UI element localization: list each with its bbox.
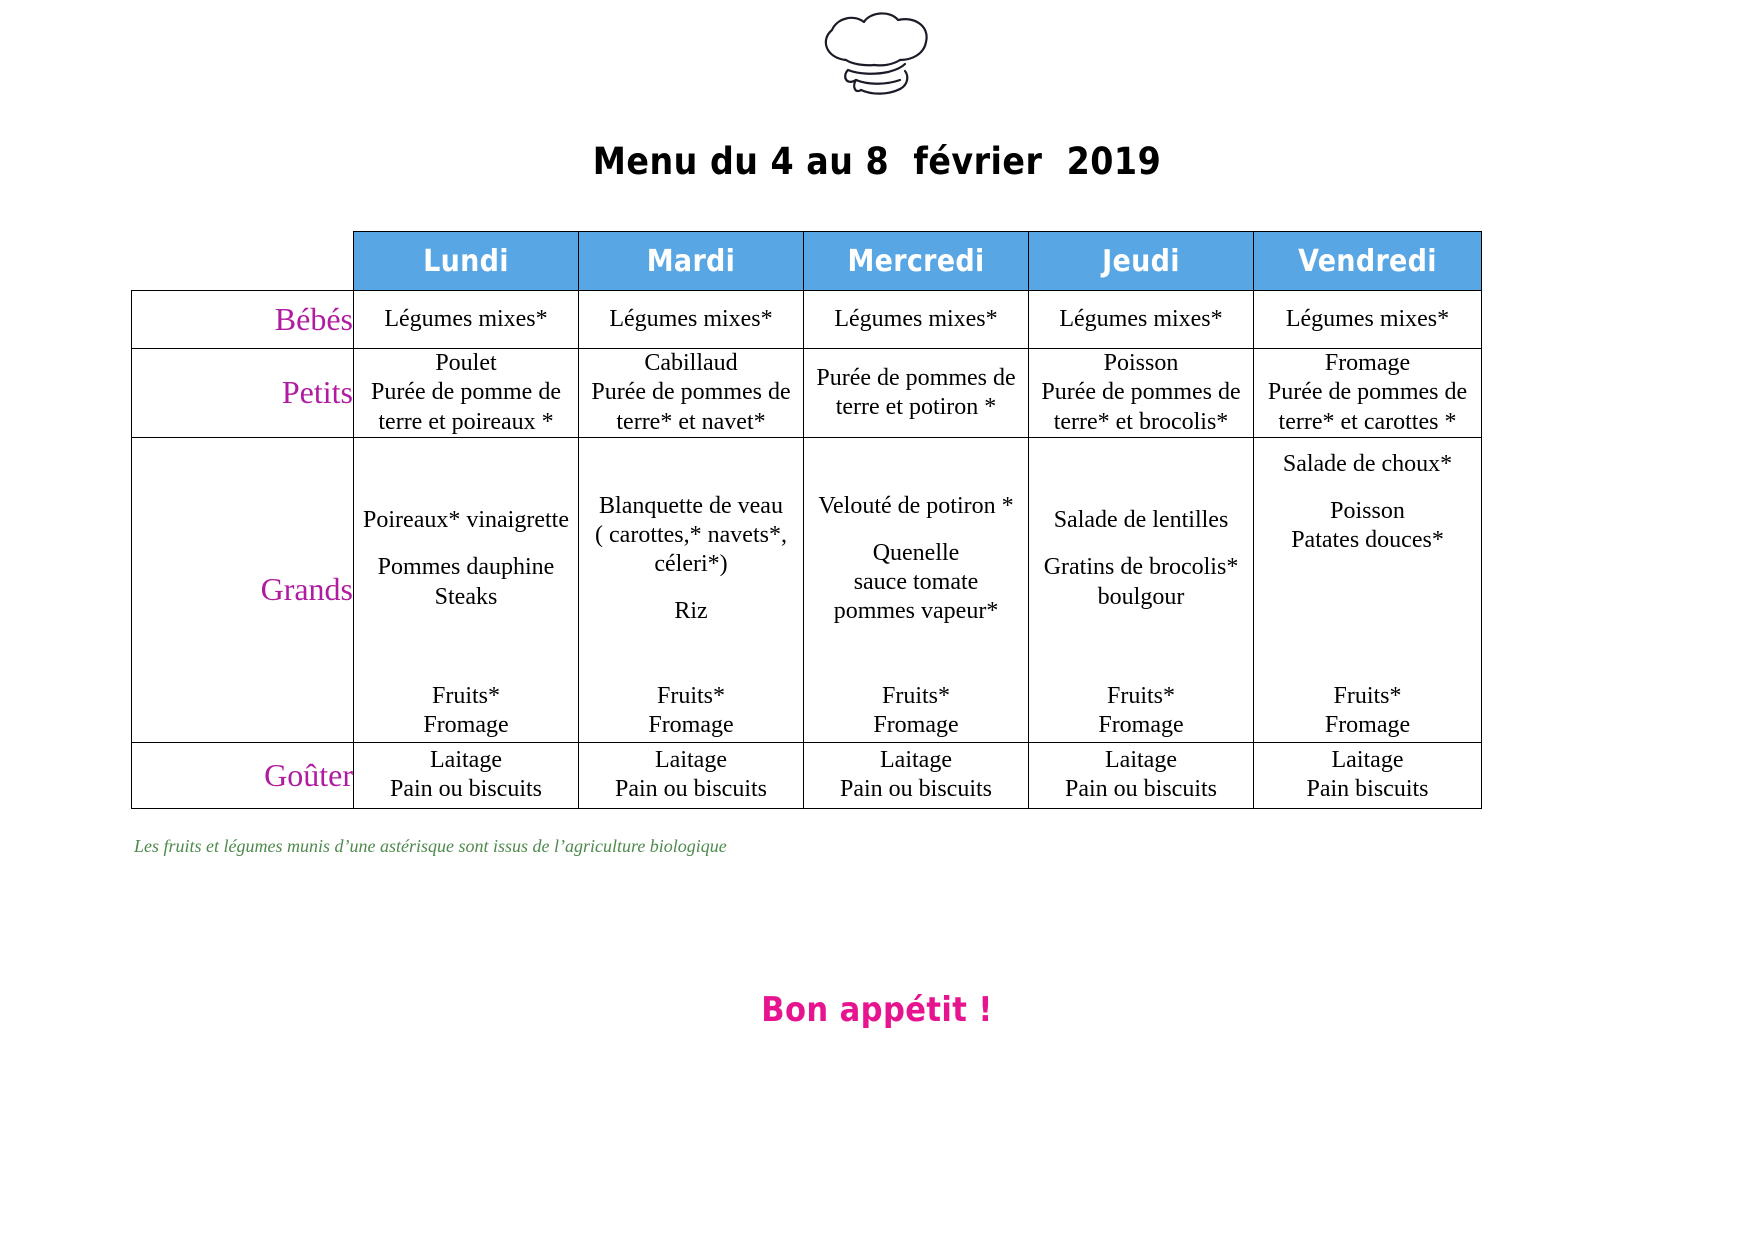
cell-gouter-mardi: Laitage Pain ou biscuits bbox=[579, 742, 804, 808]
cell-bebes-vendredi: Légumes mixes* bbox=[1254, 291, 1482, 349]
cell-bebes-lundi: Légumes mixes* bbox=[354, 291, 579, 349]
table-row-petits bbox=[132, 349, 1482, 438]
day-header-vendredi[interactable]: Vendredi bbox=[1254, 232, 1482, 291]
day-header-lundi[interactable]: Lundi bbox=[354, 232, 579, 291]
cell-bebes-mardi: Légumes mixes* bbox=[579, 291, 804, 349]
logo-container bbox=[0, 8, 1754, 118]
cell-fruits-mardi: Fruits* Fromage bbox=[579, 680, 804, 742]
cell-petits-mardi: Cabillaud Purée de pommes de terre* et navet* bbox=[579, 349, 804, 438]
bon-appetit-message: Bon appétit ! bbox=[761, 990, 993, 1030]
cell-grands-vendredi: Salade de choux* Poisson Patates douces* bbox=[1254, 437, 1482, 680]
row-label-bebes: Bébés bbox=[132, 291, 354, 349]
row-label-gouter: Goûter bbox=[132, 742, 354, 808]
cell-gouter-mercredi: Laitage Pain ou biscuits bbox=[804, 742, 1029, 808]
cell-petits-jeudi: Poisson Purée de pommes de terre* et brocolis* bbox=[1029, 349, 1254, 438]
cell-fruits-vendredi: Fruits* Fromage bbox=[1254, 680, 1482, 742]
header-corner-blank bbox=[132, 232, 354, 291]
day-header-mardi[interactable]: Mardi bbox=[579, 232, 804, 291]
cell-gouter-lundi: Laitage Pain ou biscuits bbox=[354, 742, 579, 808]
day-header-jeudi[interactable]: Jeudi bbox=[1029, 232, 1254, 291]
table-header-row bbox=[132, 232, 1482, 291]
cell-gouter-jeudi: Laitage Pain ou biscuits bbox=[1029, 742, 1254, 808]
cell-grands-mercredi: Velouté de potiron * Quenelle sauce tomate pommes vapeur* bbox=[804, 437, 1029, 680]
cell-petits-vendredi: Fromage Purée de pommes de terre* et carottes * bbox=[1254, 349, 1482, 438]
cell-fruits-lundi: Fruits* Fromage bbox=[354, 680, 579, 742]
table-row-gouter bbox=[132, 742, 1482, 808]
cell-grands-jeudi: Salade de lentilles Gratins de brocolis* boulgour bbox=[1029, 437, 1254, 680]
day-header-mercredi[interactable]: Mercredi bbox=[804, 232, 1029, 291]
page-title: Menu du 4 au 8 février 2019 bbox=[592, 140, 1162, 183]
table-row-grands bbox=[132, 437, 1482, 680]
cell-gouter-vendredi: Laitage Pain biscuits bbox=[1254, 742, 1482, 808]
organic-footnote: Les fruits et légumes munis d’une astérisque sont issus de l’agriculture biologique bbox=[134, 836, 727, 856]
row-label-grands: Grands bbox=[132, 437, 354, 742]
cell-bebes-jeudi: Légumes mixes* bbox=[1029, 291, 1254, 349]
cell-fruits-jeudi: Fruits* Fromage bbox=[1029, 680, 1254, 742]
cell-grands-lundi: Poireaux* vinaigrette Pommes dauphine Steaks bbox=[354, 437, 579, 680]
cell-grands-mardi: Blanquette de veau ( carottes,* navets*, céleri*) Riz bbox=[579, 437, 804, 680]
cell-bebes-mercredi: Légumes mixes* bbox=[804, 291, 1029, 349]
cell-petits-mercredi: Purée de pommes de terre et potiron * bbox=[804, 349, 1029, 438]
table-row-bebes bbox=[132, 291, 1482, 349]
cell-fruits-mercredi: Fruits* Fromage bbox=[804, 680, 1029, 742]
chef-hat-icon bbox=[812, 100, 942, 117]
menu-table bbox=[131, 231, 1482, 809]
row-label-petits: Petits bbox=[132, 349, 354, 438]
cell-petits-lundi: Poulet Purée de pomme de terre et poireaux * bbox=[354, 349, 579, 438]
